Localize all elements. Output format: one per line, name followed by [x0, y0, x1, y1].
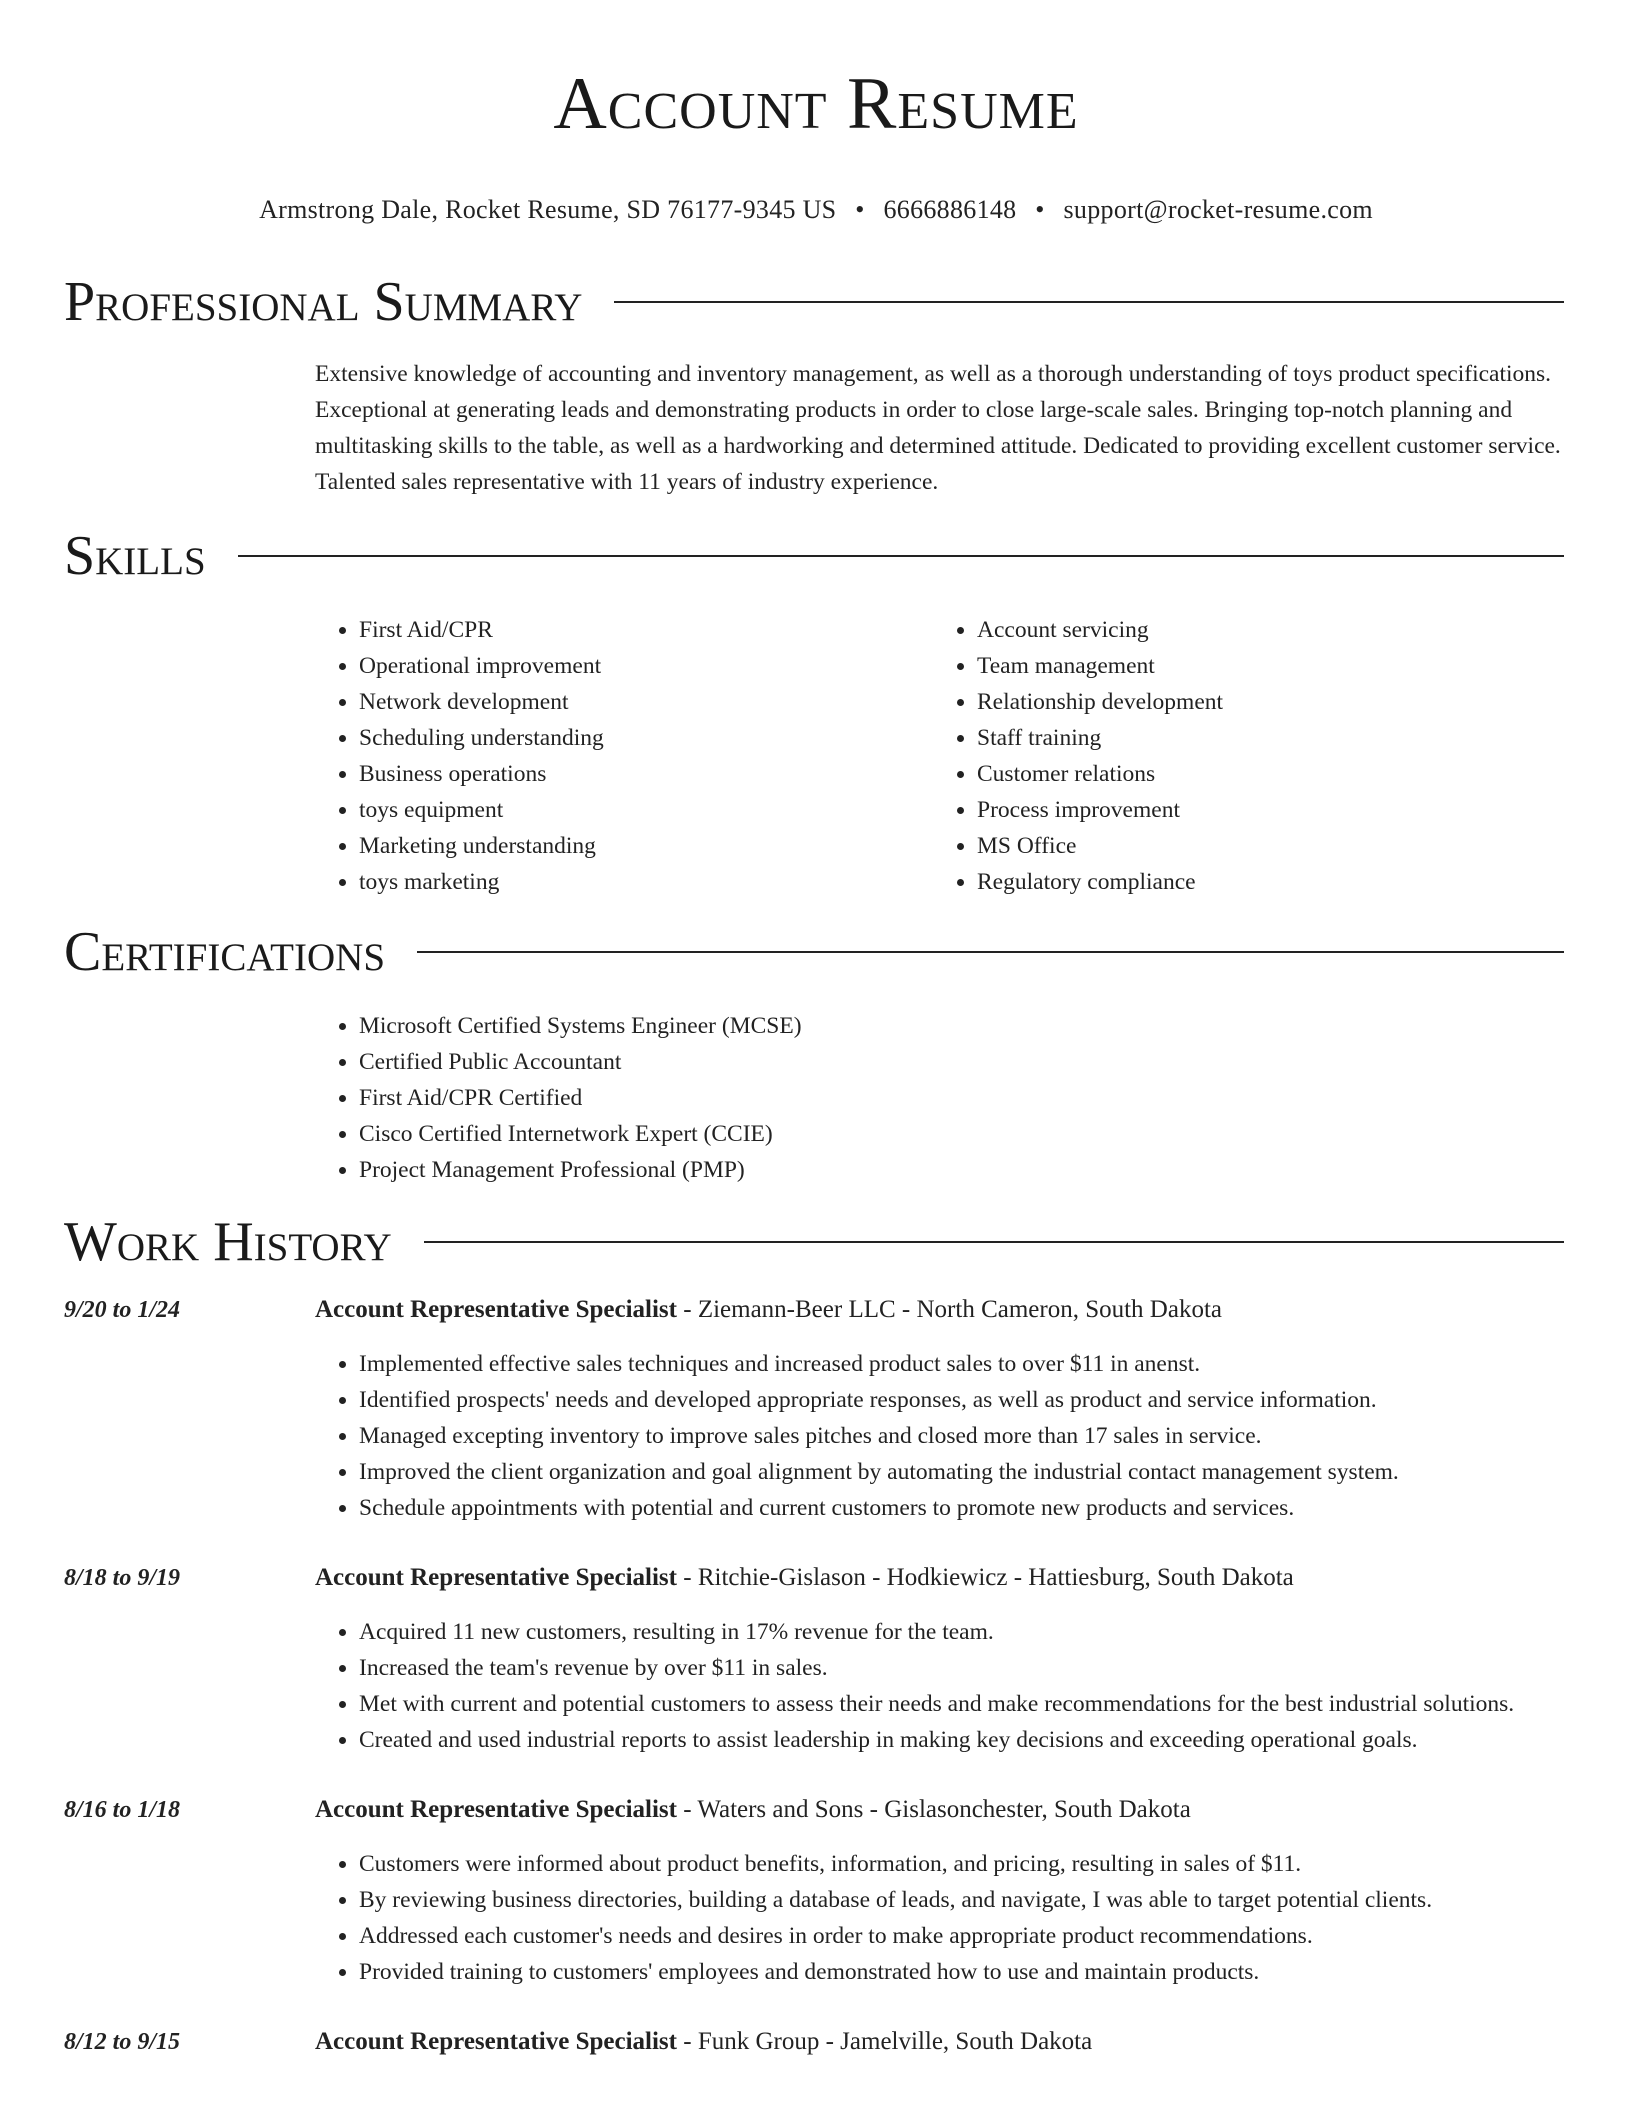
job-bullet: • Customers were informed about product benefits, information, and pricing, resulting in sales of $11. [359, 1846, 1572, 1882]
job-details [315, 1560, 1572, 1758]
certifications-section-heading [64, 920, 1564, 984]
certification-item: • First Aid/CPR Certified [359, 1080, 1572, 1116]
job-title-line [315, 2024, 1572, 2060]
job-bullet: • Implemented effective sales techniques and increased product sales to over $11 in anenst. [359, 1346, 1572, 1382]
job-bullet: • Addressed each customer's needs and desires in order to make appropriate product recommendations. [359, 1918, 1572, 1954]
skills-section-heading [64, 524, 1564, 588]
summary-text: Extensive knowledge of accounting and inventory management, as well as a thorough understanding of toys product specifications. Exceptional at generating leads and demonstrating products in order to close large-scale sales. Bringing top-notch planning and multitasking skills to the table, as well as a hardworking and determined attitude. Dedicated to providing excellent customer service. Talented sales representative with 11 years of industry experience. [315, 361, 1561, 495]
skill-item: • Team management [977, 648, 1223, 684]
skill-item: • Operational improvement [359, 648, 933, 684]
skill-item: • MS Office [977, 828, 1223, 864]
contact-line [0, 194, 1632, 226]
skill-item: • toys equipment [359, 792, 933, 828]
certification-item: • Microsoft Certified Systems Engineer (MCSE) [359, 1008, 1572, 1044]
job-bullet: • Created and used industrial reports to assist leadership in making key decisions and exceeding operational goals. [359, 1722, 1572, 1758]
job-bullet: • Acquired 11 new customers, resulting in 17% revenue for the team. [359, 1614, 1572, 1650]
skill-item: • Business operations [359, 756, 933, 792]
skill-item: • Account servicing [977, 612, 1223, 648]
skill-item: • First Aid/CPR [359, 612, 933, 648]
job-entry [64, 1792, 1572, 1990]
job-dates: 8/12 to 9/15 [64, 2029, 181, 2055]
job-title: Account Representative Specialist [315, 1564, 677, 1591]
job-dates: 8/18 to 9/19 [64, 1565, 181, 1591]
job-entry [64, 2024, 1572, 2060]
skill-item: • Relationship development [977, 684, 1223, 720]
work-heading: Work History [64, 1211, 392, 1273]
job-bullet: • Met with current and potential customers to assess their needs and make recommendations for the best industrial solutions. [359, 1686, 1572, 1722]
skill-item: • Customer relations [977, 756, 1223, 792]
job-bullet: • Managed excepting inventory to improve sales pitches and closed more than 17 sales in service. [359, 1418, 1572, 1454]
skill-item: • Scheduling understanding [359, 720, 933, 756]
job-bullet: • Improved the client organization and goal alignment by automating the industrial contact management system. [359, 1454, 1572, 1490]
job-title: Account Representative Specialist [315, 1796, 677, 1823]
skill-item: • toys marketing [359, 864, 933, 900]
job-bullet: • Identified prospects' needs and developed appropriate responses, as well as product and service information. [359, 1382, 1572, 1418]
summary-section-heading [64, 270, 1564, 334]
section-divider [238, 555, 1564, 557]
skill-item: • Network development [359, 684, 933, 720]
skills-column-1 [315, 612, 933, 900]
certifications-items [315, 1008, 1572, 1188]
skill-item: • Marketing understanding [359, 828, 933, 864]
job-bullet: • Provided training to customers' employees and demonstrated how to use and maintain products. [359, 1954, 1572, 1990]
job-bullet: • Schedule appointments with potential and current customers to promote new products and services. [359, 1490, 1572, 1526]
job-title: Account Representative Specialist [315, 1296, 677, 1323]
skills-heading: Skills [64, 525, 206, 587]
certification-item: • Cisco Certified Internetwork Expert (CCIE) [359, 1116, 1572, 1152]
job-entry [64, 1560, 1572, 1758]
job-details [315, 1792, 1572, 1990]
skill-item: • Staff training [977, 720, 1223, 756]
job-bullet: • Increased the team's revenue by over $11 in sales. [359, 1650, 1572, 1686]
job-company: - Ritchie-Gislason - Hodkiewicz - Hattiesburg, South Dakota [677, 1564, 1294, 1591]
certifications-list [315, 1008, 1572, 1188]
resume-title: Account Resume [553, 63, 1079, 145]
certifications-heading: Certifications [64, 921, 386, 983]
job-bullets [315, 1846, 1572, 1990]
job-company: - Waters and Sons - Gislasonchester, South Dakota [677, 1796, 1191, 1823]
contact-email: support@rocket-resume.com [1063, 195, 1373, 224]
skill-item: • Regulatory compliance [977, 864, 1223, 900]
certification-item: • Certified Public Accountant [359, 1044, 1572, 1080]
contact-address: Armstrong Dale, Rocket Resume, SD 76177-9345 US [259, 195, 837, 224]
job-title-line [315, 1560, 1572, 1596]
job-bullet: • By reviewing business directories, building a database of leads, and navigate, I was able to target potential clients. [359, 1882, 1572, 1918]
contact-phone: 6666886148 [883, 195, 1017, 224]
job-entry [64, 1292, 1572, 1526]
section-divider [424, 1241, 1564, 1243]
job-company: - Ziemann-Beer LLC - North Cameron, South Dakota [677, 1296, 1222, 1323]
job-title-line [315, 1292, 1572, 1328]
job-bullets [315, 1346, 1572, 1526]
section-divider [614, 301, 1564, 303]
job-title: Account Representative Specialist [315, 2028, 677, 2055]
work-section-heading [64, 1210, 1564, 1274]
job-company: - Funk Group - Jamelville, South Dakota [677, 2028, 1093, 2055]
section-divider [417, 951, 1564, 953]
job-title-line [315, 1792, 1572, 1828]
summary-heading: Professional Summary [64, 271, 583, 333]
contact-separator: • [1035, 195, 1045, 224]
skill-item: • Process improvement [977, 792, 1223, 828]
job-details [315, 2024, 1572, 2060]
job-bullets [315, 1614, 1572, 1758]
job-details [315, 1292, 1572, 1526]
contact-separator: • [855, 195, 865, 224]
certification-item: • Project Management Professional (PMP) [359, 1152, 1572, 1188]
skills-column-2 [933, 612, 1223, 900]
job-dates: 9/20 to 1/24 [64, 1297, 181, 1323]
work-history-list [0, 1292, 1632, 2060]
skills-list [315, 612, 1572, 900]
job-dates: 8/16 to 1/18 [64, 1797, 181, 1823]
